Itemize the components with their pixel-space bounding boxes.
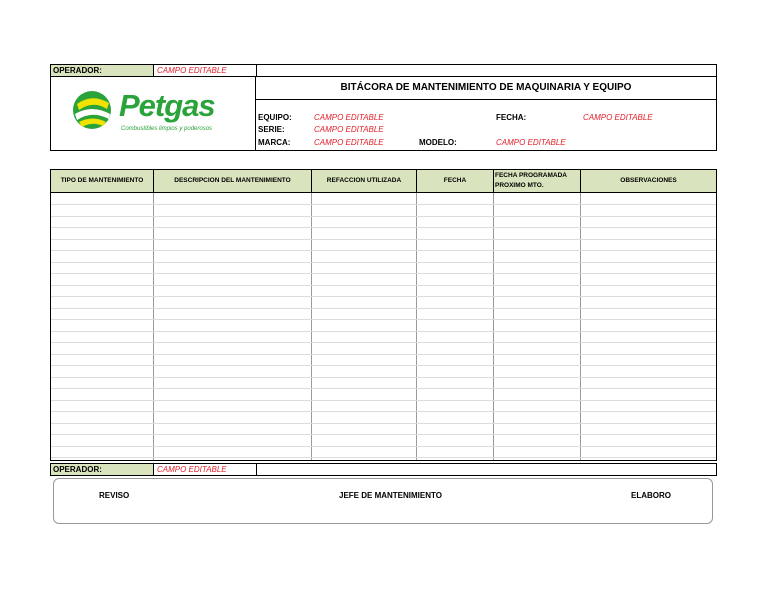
fecha-label: FECHA:	[496, 113, 527, 122]
table-row-line	[51, 285, 716, 286]
table-row-line	[51, 227, 716, 228]
marca-label: MARCA:	[258, 138, 291, 147]
table-row-line	[51, 411, 716, 412]
table-row-line	[51, 204, 716, 205]
modelo-field[interactable]: CAMPO EDITABLE	[496, 138, 566, 147]
equipo-label: EQUIPO:	[258, 113, 292, 122]
maintenance-table	[50, 169, 717, 461]
equipo-field[interactable]: CAMPO EDITABLE	[314, 113, 384, 122]
table-row-line	[51, 434, 716, 435]
header-block	[50, 76, 717, 151]
elaboro-label: ELABORO	[631, 491, 671, 500]
table-header-row	[51, 170, 716, 193]
table-row-line	[51, 342, 716, 343]
table-row-line	[51, 423, 716, 424]
page-title: BITÁCORA DE MANTENIMIENTO DE MAQUINARIA Y EQUIPO	[256, 76, 716, 100]
table-row-line	[51, 331, 716, 332]
serie-field[interactable]: CAMPO EDITABLE	[314, 125, 384, 134]
marca-field[interactable]: CAMPO EDITABLE	[314, 138, 384, 147]
col-divider	[311, 193, 312, 460]
table-row-line	[51, 365, 716, 366]
brand-name: Petgas	[119, 88, 215, 123]
col-descripcion: DESCRIPCION DEL MANTENIMIENTO	[154, 170, 312, 192]
col-divider	[493, 193, 494, 460]
jefe-label: JEFE DE MANTENIMIENTO	[339, 491, 442, 500]
table-row-line	[51, 388, 716, 389]
table-row-line	[51, 216, 716, 217]
operator-row-divider	[256, 464, 257, 475]
table-row-line	[51, 354, 716, 355]
col-divider	[580, 193, 581, 460]
brand-tagline: Combustibles limpios y poderosos	[121, 126, 213, 132]
logo-cell	[51, 76, 256, 150]
table-row-line	[51, 262, 716, 263]
operator-row-divider	[256, 65, 257, 76]
table-row-line	[51, 319, 716, 320]
fecha-field[interactable]: CAMPO EDITABLE	[583, 113, 653, 122]
col-divider	[153, 193, 154, 460]
bottom-operator-row	[50, 463, 717, 476]
signature-box	[53, 478, 713, 524]
table-row-line	[51, 377, 716, 378]
col-refaccion: REFACCION UTILIZADA	[312, 170, 417, 192]
operator-label: OPERADOR:	[51, 464, 154, 475]
serie-label: SERIE:	[258, 125, 285, 134]
table-row-line	[51, 250, 716, 251]
table-row-line	[51, 457, 716, 458]
col-observaciones: OBSERVACIONES	[620, 177, 677, 184]
modelo-label: MODELO:	[419, 138, 457, 147]
col-divider	[416, 193, 417, 460]
col-fecha-programada: FECHA PROGRAMADA PROXIMO MTO.	[494, 170, 581, 192]
table-row-line	[51, 400, 716, 401]
operator-label: OPERADOR:	[51, 65, 154, 76]
table-row-line	[51, 239, 716, 240]
table-row-line	[51, 308, 716, 309]
col-tipo: TIPO DE MANTENIMIENTO	[51, 170, 154, 192]
table-row-line	[51, 296, 716, 297]
reviso-label: REVISO	[99, 491, 130, 500]
table-row-line	[51, 446, 716, 447]
table-row-line	[51, 273, 716, 274]
col-fecha: FECHA	[417, 170, 494, 192]
operator-field[interactable]: CAMPO EDITABLE	[157, 465, 227, 474]
operator-field[interactable]: CAMPO EDITABLE	[157, 66, 227, 75]
